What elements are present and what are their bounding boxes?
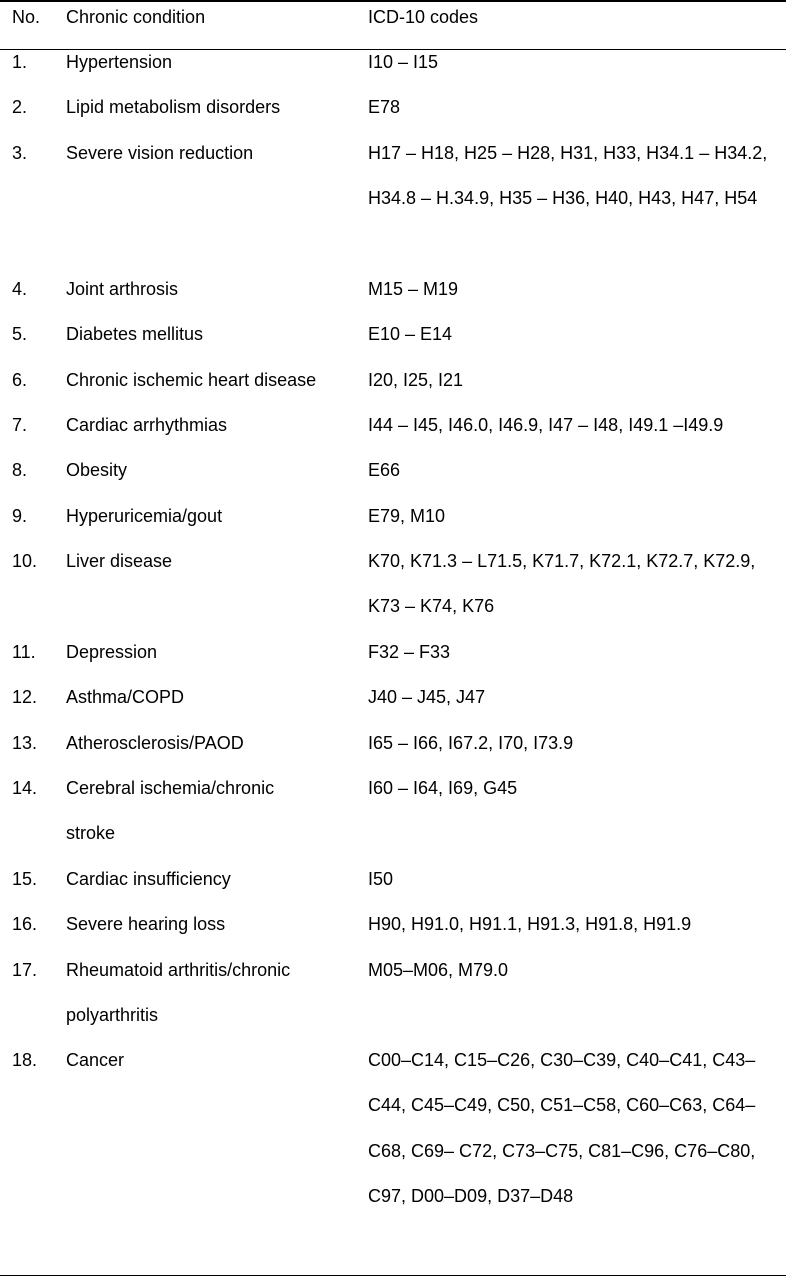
row-no: 5. (12, 324, 28, 344)
row-no: 14. (12, 778, 38, 798)
row-condition: Lipid metabolism disorders (66, 97, 281, 117)
row-condition: Cerebral ischemia/chronic stroke (66, 778, 275, 844)
row-no: 8. (12, 460, 28, 480)
header-no: No. (12, 7, 41, 27)
row-no: 6. (12, 370, 28, 390)
row-condition: Severe vision reduction (66, 143, 254, 163)
table-header (0, 0, 786, 36)
row-codes: H17 – H18, H25 – H28, H31, H33, H34.1 – H34.2, H34.8 – H.34.9, H35 – H36, H40, H43, H47, H54 (368, 143, 768, 209)
row-no: 2. (12, 97, 28, 117)
row-condition: Hypertension (66, 52, 173, 72)
row-no: 4. (12, 279, 28, 299)
row-condition: Obesity (66, 460, 128, 480)
row-codes: M05–M06, M79.0 (368, 960, 509, 980)
row-no: 16. (12, 914, 38, 934)
row-condition: Depression (66, 642, 158, 662)
header-condition: Chronic condition (66, 7, 206, 27)
row-codes: H90, H91.0, H91.1, H91.3, H91.8, H91.9 (368, 914, 692, 934)
row-condition: Cardiac arrhythmias (66, 415, 228, 435)
row-codes: F32 – F33 (368, 642, 451, 662)
row-codes: K70, K71.3 – L71.5, K71.7, K72.1, K72.7, K72.9, K73 – K74, K76 (368, 551, 756, 617)
row-no: 12. (12, 687, 38, 707)
row-no: 17. (12, 960, 38, 980)
row-condition: Cancer (66, 1050, 125, 1070)
row-condition: Severe hearing loss (66, 914, 226, 934)
row-no: 7. (12, 415, 28, 435)
row-codes: I20, I25, I21 (368, 370, 464, 390)
row-condition: Atherosclerosis/PAOD (66, 733, 244, 753)
row-codes: E66 (368, 460, 401, 480)
row-no: 15. (12, 869, 38, 889)
table-bottom-rule (0, 1275, 786, 1276)
row-codes: J40 – J45, J47 (368, 687, 486, 707)
row-no: 1. (12, 52, 28, 72)
row-condition: Hyperuricemia/gout (66, 506, 223, 526)
row-codes: E10 – E14 (368, 324, 453, 344)
row-no: 13. (12, 733, 38, 753)
row-codes: C00–C14, C15–C26, C30–C39, C40–C41, C43–C44, C45–C49, C50, C51–C58, C60–C63, C64–C68, C69– C72, C73–C75, C81–C96, C76–C80, C97, D00–D09, D37–D48 (368, 1050, 756, 1206)
row-no: 9. (12, 506, 28, 526)
row-codes: I44 – I45, I46.0, I46.9, I47 – I48, I49.1 –I49.9 (368, 415, 724, 435)
row-condition: Asthma/COPD (66, 687, 185, 707)
row-no: 18. (12, 1050, 38, 1070)
row-no: 3. (12, 143, 28, 163)
row-condition: Diabetes mellitus (66, 324, 204, 344)
row-condition: Joint arthrosis (66, 279, 179, 299)
row-condition: Liver disease (66, 551, 173, 571)
row-codes: E78 (368, 97, 401, 117)
row-codes: M15 – M19 (368, 279, 459, 299)
row-codes: I50 (368, 869, 394, 889)
header-codes: ICD-10 codes (368, 7, 479, 27)
row-condition: Chronic ischemic heart disease (66, 370, 317, 390)
row-codes: I10 – I15 (368, 52, 439, 72)
row-condition: Rheumatoid arthritis/chronic polyarthritis (66, 960, 291, 1026)
row-condition: Cardiac insufficiency (66, 869, 231, 889)
row-codes: I60 – I64, I69, G45 (368, 778, 518, 798)
row-no: 10. (12, 551, 38, 571)
row-codes: I65 – I66, I67.2, I70, I73.9 (368, 733, 574, 753)
row-codes: E79, M10 (368, 506, 446, 526)
row-no: 11. (12, 642, 36, 662)
